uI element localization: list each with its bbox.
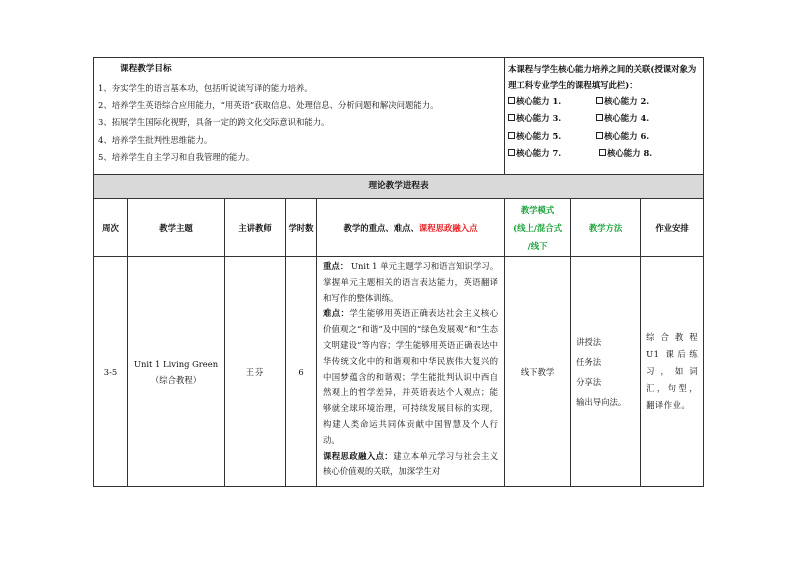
checkbox-icon: [508, 97, 515, 104]
key-point-label: 重点：: [323, 261, 349, 271]
homework-cell: 综合教程 U1 课后练习，如词汇，句型，翻译作业。: [641, 257, 704, 487]
goals-row: [94, 58, 704, 175]
core-ability-5-checkbox[interactable]: 核心能力 5.: [508, 128, 596, 144]
goal-item: 2、培养学生英语综合应用能力，“用英语”获取信息、处理信息、分析问题和解决问题能力。: [98, 100, 439, 111]
topic-title: Unit 1 Living Green: [133, 358, 219, 369]
core-ability-7-checkbox[interactable]: 核心能力 7.: [508, 145, 596, 161]
header-row: [94, 199, 704, 257]
ideology-text: 建立本单元学习与社会主义核心价值观的关联，加深学生对: [323, 450, 499, 477]
goal-item: 3、拓展学生国际化视野，具备一定的跨文化交际意识和能力。: [98, 117, 330, 128]
checkbox-icon: [596, 97, 603, 104]
checkbox-icon: [599, 149, 606, 156]
checkbox-icon: [596, 114, 603, 121]
core-ability-2-checkbox[interactable]: 核心能力 2.: [596, 93, 684, 109]
header-ideology-text: 课程思政融入点: [418, 222, 478, 233]
core-ability-8-checkbox[interactable]: 核心能力 8.: [596, 145, 684, 161]
header-hours: 学时数: [286, 199, 317, 257]
header-mode-line1: 教学模式: [520, 204, 555, 215]
header-focus: [317, 199, 505, 257]
schedule-table: [93, 57, 704, 487]
teacher-cell: 王芬: [225, 257, 286, 487]
header-mode-line3: /线下: [527, 240, 548, 251]
week-cell: 3-5: [94, 257, 128, 487]
goal-item: 1、夯实学生的语言基本功，包括听说读写译的能力培养。: [98, 83, 313, 93]
topic-cell: [128, 257, 225, 487]
key-point-text: Unit 1 单元主题学习和语言知识学习。掌握单元主题相关的语言表达能力，英语翻译和写作的整体训练。: [323, 261, 499, 303]
goal-item: 4、培养学生批判性思维能力。: [98, 134, 213, 145]
course-schedule-sheet: [93, 57, 703, 487]
core-ability-relation-cell: [505, 58, 704, 175]
header-topic: 教学主题: [128, 199, 225, 257]
difficulty-label: 难点：: [323, 308, 350, 319]
header-homework: 作业安排: [641, 199, 704, 257]
header-mode: [505, 199, 571, 257]
checkbox-icon: [508, 149, 515, 156]
goal-item: 5、培养学生自主学习和自我管理的能力。: [98, 151, 255, 162]
method-cell: [571, 257, 641, 487]
header-focus-text: 教学的重点、难点、: [343, 222, 419, 233]
core-ability-3-checkbox[interactable]: 核心能力 3.: [508, 110, 596, 126]
header-method: 教学方法: [571, 199, 641, 257]
core-ability-4-checkbox[interactable]: 核心能力 4.: [596, 110, 684, 126]
course-goals-title: 课程教学目标: [120, 64, 172, 74]
checkbox-icon: [508, 132, 515, 139]
mode-cell: 线下教学: [505, 257, 571, 487]
header-week: 周次: [94, 199, 128, 257]
method-item: 输出导向法。: [576, 396, 627, 407]
method-item: 任务法: [576, 356, 602, 367]
core-ability-1-checkbox[interactable]: 核心能力 1.: [508, 93, 596, 109]
hours-cell: 6: [286, 257, 317, 487]
topic-subtitle: （综合教程）: [150, 374, 202, 385]
relation-heading: 本课程与学生核心能力培养之间的关联(授课对象为理工科专业学生的课程填写此栏)：: [508, 64, 697, 90]
ideology-label: 课程思政融入点：: [323, 450, 394, 461]
section-band-row: [94, 175, 704, 199]
difficulty-text: 学生能够用英语正确表达社会主义核心价值观之“和谐”及中国的“绿色发展观”和“生态文明建设”等内容；学生能够用英语正确表达中华传统文化中的和谐观和中华民族伟大复兴的中国梦蕴含的和谐观；学生能批判认识中西自然观上的哲学差异，并英语表达个人观点；能够就全球环境治理，可持续发展目标的实现，构建人类命运共同体贡献中国智慧及个人行动。: [323, 308, 499, 445]
core-ability-grid: [508, 93, 700, 161]
checkbox-icon: [508, 114, 515, 121]
focus-content-cell: [317, 257, 505, 487]
method-item: 分享法: [576, 376, 602, 387]
header-mode-line2: (线上/混合式: [513, 222, 563, 233]
checkbox-icon: [596, 132, 603, 139]
header-teacher: 主讲教师: [225, 199, 286, 257]
core-ability-6-checkbox[interactable]: 核心能力 6.: [596, 128, 684, 144]
course-goals-cell: [94, 58, 505, 175]
method-item: 讲授法: [576, 336, 602, 347]
table-row: [94, 257, 704, 487]
section-title: 理论教学进程表: [94, 175, 704, 199]
